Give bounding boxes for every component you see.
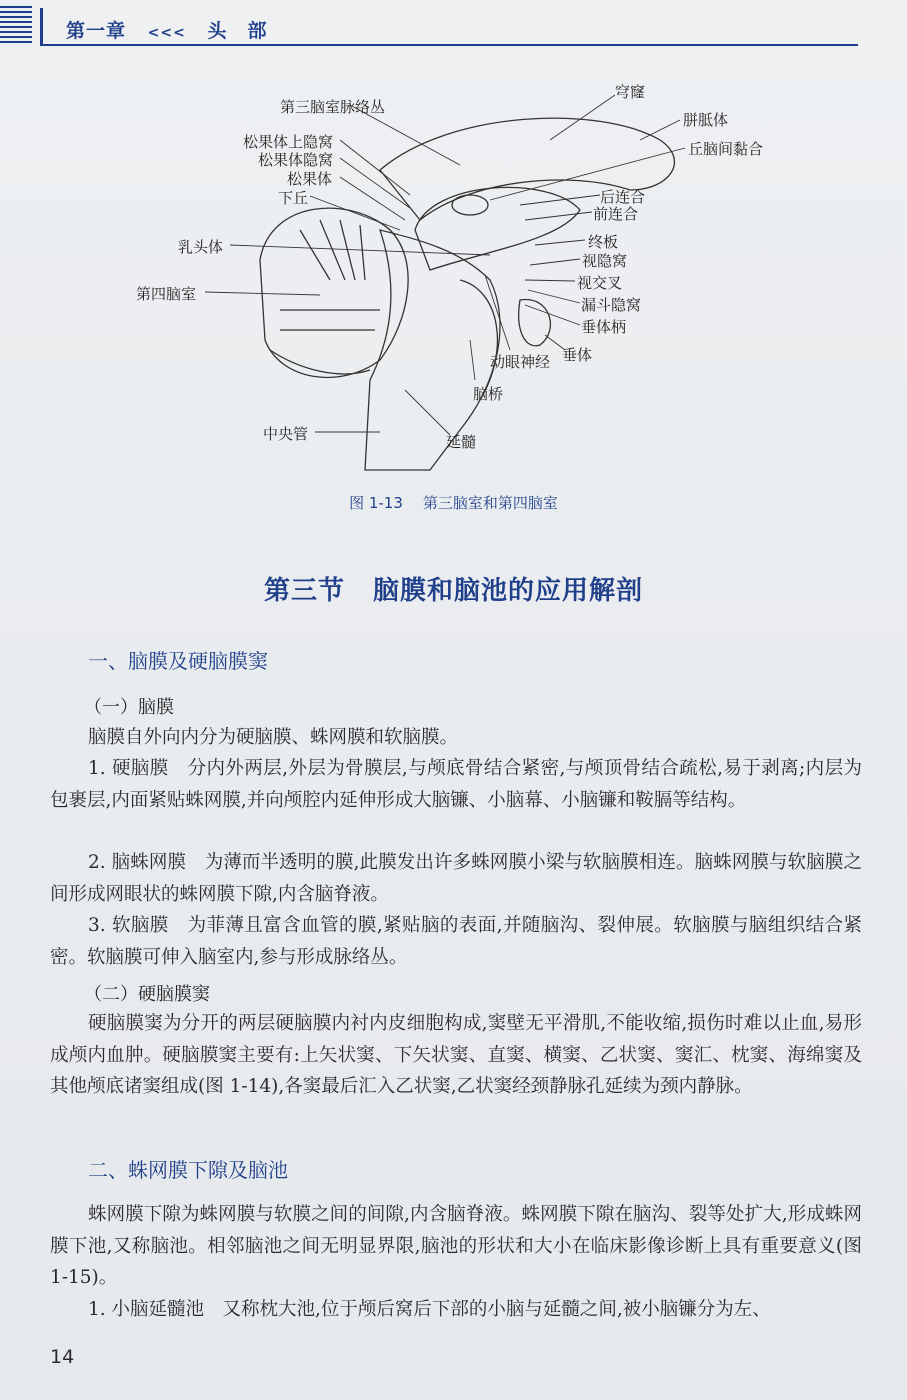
section-number: 第三节 (263, 576, 345, 606)
paragraph-cisterna-magna: 1. 小脑延髓池 又称枕大池,位于颅后窝后下部的小脑与延髓之间,被小脑镰分为左、 (88, 1299, 771, 1320)
paragraph-pia-mater: 3. 软脑膜 为菲薄且富含血管的膜,紧贴脑的表面,并随脑沟、裂伸展。软脑膜与脑组织结合紧密。软脑膜可伸入脑室内,参与形成脉络丛。 (50, 915, 862, 968)
subheading-dural-sinuses: （二）硬脑膜窦 (84, 984, 210, 1005)
label-lamina-terminalis: 终板 (588, 233, 619, 251)
section-name: 脑膜和脑池的应用解剖 (373, 576, 644, 606)
figure-caption-text: 第三脑室和第四脑室 (422, 494, 558, 512)
interthalamic-adhesion-shape (452, 195, 488, 215)
header-rule (40, 44, 858, 46)
brain-sagittal-illustration (130, 80, 780, 480)
label-optic-recess: 视隐窝 (582, 252, 628, 270)
label-inferior-colliculus: 下丘 (278, 189, 309, 207)
label-fourth-ventricle: 第四脑室 (136, 285, 197, 303)
label-central-canal: 中央管 (263, 425, 309, 443)
label-choroid-plexus: 第三脑室脉络丛 (280, 98, 386, 116)
paragraph-dural-sinuses: 硬脑膜窦为分开的两层硬脑膜内衬内皮细胞构成,窦壁无平滑肌,不能收缩,损伤时难以止血,易形成颅内血肿。硬脑膜窦主要有:上矢状窦、下矢状窦、直窦、横窦、乙状窦、窦汇、枕窦、海绵窦及其他颅底诸窦组成(图 1-14),各窦最后汇入乙状窦,乙状窦经颈静脉孔延续为颈内静脉。 (50, 1013, 862, 1097)
header-rule-vertical (40, 8, 43, 46)
label-pons: 脑桥 (473, 385, 504, 403)
paragraph-meninges-intro: 脑膜自外向内分为硬脑膜、蛛网膜和软脑膜。 (88, 727, 459, 748)
label-suprapineal-recess: 松果体上隐窝 (243, 133, 334, 151)
section-title (0, 570, 907, 607)
chapter-number: 第一章 (66, 20, 127, 42)
paragraph-dura-mater: 1. 硬脑膜 分内外两层,外层为骨膜层,与颅底骨结合紧密,与颅顶骨结合疏松,易于剥离;内层为包裹层,内面紧贴蛛网膜,并向颅腔内延伸形成大脑镰、小脑幕、小脑镰和鞍膈等结构。 (50, 758, 862, 811)
label-pineal-body: 松果体 (287, 170, 333, 188)
header-decoration (0, 6, 32, 46)
thalamus-outline (415, 187, 580, 270)
cerebellum-outline (260, 208, 408, 377)
label-interthalamic-adhesion: 丘脑间黏合 (688, 140, 764, 158)
chapter-title: 头 部 (207, 20, 268, 42)
label-pineal-recess: 松果体隐窝 (258, 151, 334, 169)
chevrons-icon: <<< (147, 25, 186, 41)
label-optic-chiasm: 视交叉 (577, 274, 623, 292)
figure-number: 图 1-13 (349, 494, 403, 512)
label-oculomotor-nerve: 动眼神经 (490, 353, 551, 371)
label-pituitary-stalk: 垂体柄 (581, 318, 627, 336)
heading-meninges-sinuses: 一、脑膜及硬脑膜窦 (88, 649, 268, 673)
running-header (66, 16, 281, 43)
subheading-meninges: （一）脑膜 (84, 697, 174, 718)
label-infundibular-recess: 漏斗隐窝 (581, 296, 642, 314)
page-number: 14 (50, 1346, 75, 1368)
paragraph-arachnoid: 2. 脑蛛网膜 为薄而半透明的膜,此膜发出许多蛛网膜小梁与软脑膜相连。脑蛛网膜与软脑膜之间形成网眼状的蛛网膜下隙,内含脑脊液。 (50, 852, 862, 905)
label-fornix: 穹窿 (615, 83, 646, 101)
label-mammillary-body: 乳头体 (178, 238, 224, 256)
figure-caption (0, 492, 907, 513)
label-posterior-commissure: 后连合 (600, 188, 646, 206)
label-anterior-commissure: 前连合 (593, 205, 639, 223)
cerebellar-folia (270, 310, 380, 374)
label-medulla: 延髓 (446, 433, 477, 451)
pons-outline (460, 280, 497, 400)
label-pituitary: 垂体 (562, 346, 593, 364)
paragraph-subarachnoid-space: 蛛网膜下隙为蛛网膜与软膜之间的间隙,内含脑脊液。蛛网膜下隙在脑沟、裂等处扩大,形成蛛网膜下池,又称脑池。相邻脑池之间无明显界限,脑池的形状和大小在临床影像诊断上具有重要意义(图 1-15)。 (50, 1204, 862, 1288)
figure-brain-ventricles (130, 80, 780, 480)
heading-subarachnoid-cisterns: 二、蛛网膜下隙及脑池 (88, 1158, 288, 1182)
pituitary-outline (519, 300, 551, 346)
brainstem-outline (365, 230, 500, 470)
label-corpus-callosum: 胼胝体 (683, 111, 729, 129)
